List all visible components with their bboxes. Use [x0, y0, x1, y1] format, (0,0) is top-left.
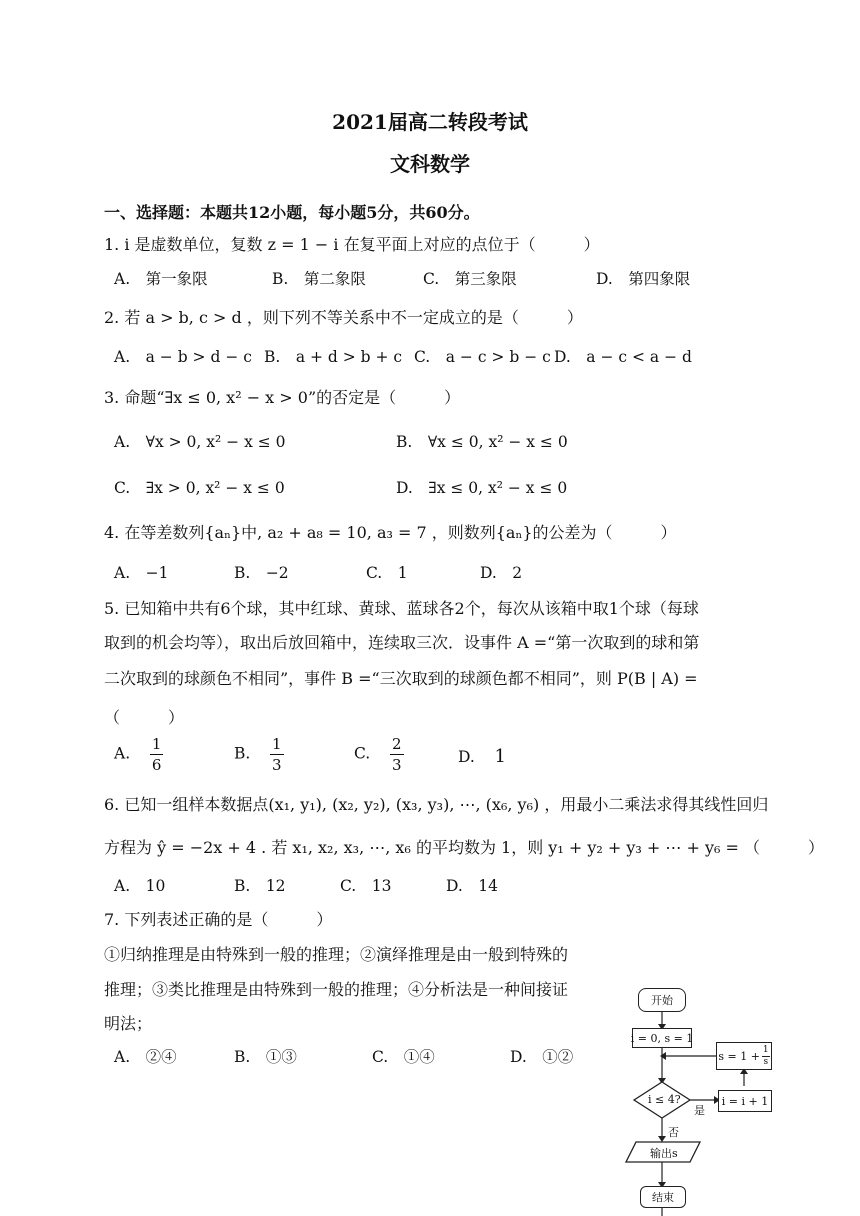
exam-title: 2021届高二转段考试	[332, 110, 528, 134]
section-heading: 一、选择题：本题共12小题，每小题5分，共60分。	[104, 203, 480, 222]
question-5-stem-line-1: 5. 已知箱中共有6个球，其中红球、黄球、蓝球各2个，每次从该箱中取1个球（每球	[104, 599, 699, 618]
question-1-option-b: B. 第二象限	[272, 270, 366, 288]
question-2-stem: 2. 若 a > b, c > d ，则下列不等关系中不一定成立的是（ ）	[104, 308, 583, 327]
question-6-option-d: D. 14	[446, 877, 499, 895]
numerator: 2	[391, 735, 402, 753]
question-4-stem: 4. 在等差数列{aₙ}中, a₂ + a₈ = 10, a₃ = 7 ，则数列{aₙ}的公差为（ ）	[104, 523, 677, 542]
question-3-option-c: C. ∃x > 0, x² − x ≤ 0	[114, 479, 285, 497]
option-label: D.	[458, 748, 475, 766]
question-1-option-d: D. 第四象限	[596, 270, 691, 288]
question-1-option-a: A. 第一象限	[114, 270, 208, 288]
question-1-stem: 1. i 是虚数单位，复数 z = 1 − i 在复平面上对应的点位于（ ）	[104, 235, 600, 254]
update-s-fraction	[762, 1045, 770, 1068]
update-s-prefix: s = 1 +	[718, 1049, 760, 1063]
update-s-denominator: s	[763, 1056, 769, 1067]
question-3-option-a: A. ∀x > 0, x² − x ≤ 0	[114, 433, 286, 451]
question-4-option-b: B. −2	[234, 564, 289, 582]
flowchart-increment: i = i + 1	[718, 1090, 772, 1112]
question-7-stem-line-2: ①归纳推理是由特殊到一般的推理；②演绎推理是由一般到特殊的	[104, 945, 569, 964]
question-2-option-d: D. a − c < a − d	[554, 348, 692, 366]
flowchart-no-label: 否	[668, 1126, 679, 1139]
question-3-option-b: B. ∀x ≤ 0, x² − x ≤ 0	[396, 433, 568, 451]
question-7-option-b: B. ①③	[234, 1048, 297, 1066]
question-5-stem-line-4: （ ）	[104, 708, 185, 727]
flowchart-yes-label: 是	[694, 1104, 705, 1117]
question-3-option-d: D. ∃x ≤ 0, x² − x ≤ 0	[396, 479, 568, 497]
exam-subtitle: 文科数学	[390, 152, 470, 176]
question-4-option-a: A. −1	[114, 564, 169, 582]
question-6-option-c: C. 13	[340, 877, 392, 895]
question-6-stem-line-1: 6. 已知一组样本数据点(x₁, y₁), (x₂, y₂), (x₃, y₃), ⋯, (x₆, y₆) ，用最小二乘法求得其线性回归	[104, 795, 769, 814]
update-s-numerator: 1	[762, 1044, 769, 1055]
flowchart-output-label: 输出s	[650, 1147, 678, 1160]
question-3-stem: 3. 命题“∃x ≤ 0, x² − x > 0”的否定是（ ）	[104, 388, 461, 407]
denominator: 3	[391, 756, 402, 774]
question-4-option-c: C. 1	[366, 564, 408, 582]
option-label: C.	[354, 744, 371, 763]
question-7-option-a: A. ②④	[114, 1048, 177, 1066]
flowchart-end: 结束	[640, 1186, 686, 1208]
question-1-option-c: C. 第三象限	[423, 270, 517, 288]
option-label: A.	[114, 744, 131, 763]
flowchart-update-s	[716, 1042, 772, 1070]
flowchart-start: 开始	[638, 988, 686, 1012]
question-6-option-a: A. 10	[114, 877, 166, 895]
flowchart-init: i = 0, s = 1	[632, 1028, 692, 1048]
flowchart-condition-label: i ≤ 4?	[648, 1093, 681, 1106]
question-7-option-c: C. ①④	[372, 1048, 435, 1066]
question-7-stem-line-3: 推理；③类比推理是由特殊到一般的推理；④分析法是一种间接证	[104, 980, 569, 999]
question-6-option-b: B. 12	[234, 877, 286, 895]
question-7-stem-line-4: 明法；	[104, 1014, 153, 1033]
question-2-option-b: B. a + d > b + c	[264, 348, 403, 366]
option-value: 1	[494, 746, 506, 767]
option-label: B.	[234, 744, 251, 763]
question-2-option-a: A. a − b > d − c	[114, 348, 252, 366]
question-6-stem-line-2: 方程为 ŷ = −2x + 4 . 若 x₁, x₂, x₃, ⋯, x₆ 的平均数为 1，则 y₁ + y₂ + y₃ + ⋯ + y₆ = （ ）	[104, 838, 824, 857]
question-7-option-d: D. ①②	[510, 1048, 574, 1066]
denominator: 3	[272, 756, 282, 774]
numerator: 1	[272, 735, 282, 753]
question-5-stem-line-2: 取到的机会均等），取出后放回箱中，连续取三次．设事件 A =“第一次取到的球和第	[104, 633, 700, 652]
question-4-option-d: D. 2	[480, 564, 523, 582]
question-7-stem-line-1: 7. 下列表述正确的是（ ）	[104, 910, 333, 929]
question-5-stem-line-3: 二次取到的球颜色不相同”，事件 B =“三次取到的球颜色都不相同”，则 P(B | A) =	[104, 669, 698, 688]
denominator: 6	[151, 756, 162, 774]
numerator: 1	[151, 735, 162, 753]
question-2-option-c: C. a − c > b − c	[414, 348, 551, 366]
